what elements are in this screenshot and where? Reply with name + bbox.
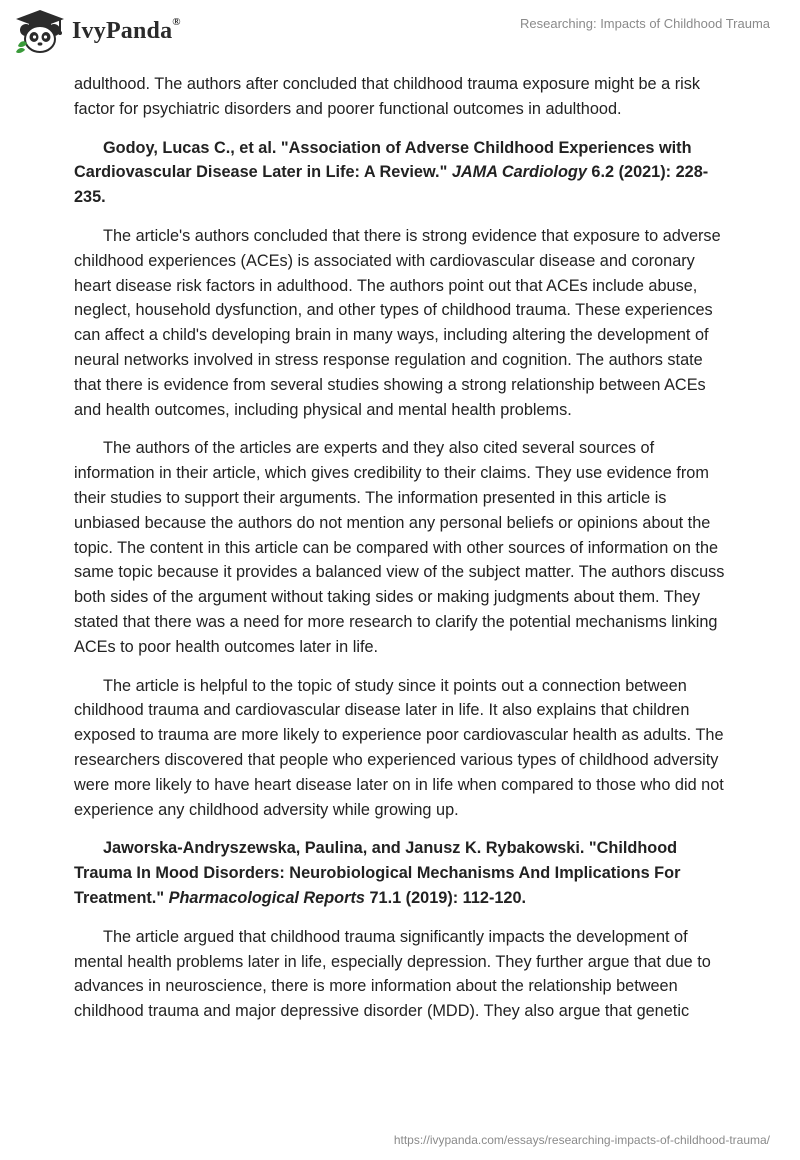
reference-journal: JAMA Cardiology: [451, 163, 587, 182]
paragraph-1: The article's authors concluded that there is strong evidence that exposure to adverse childhood experiences (ACEs) is associated with cardiovascular disease and coronary heart disease risk factors in adulthood. The authors point out that ACEs include abuse, neglect, household dysfunction, and other types of childhood trauma. These experiences can affect a child's developing brain in many ways, including altering the development of neural networks involved in stress response regulation and cognition. The authors state that there is evidence from several studies showing a strong relationship between ACEs and health outcomes, including physical and mental health problems.: [74, 226, 721, 419]
ivypanda-logo[interactable]: [14, 8, 181, 54]
essay-body: [74, 72, 726, 1038]
paragraph-3: The article is helpful to the topic of study since it points out a connection between childhood trauma and cardiovascular disease later in life. It also explains that children exposed to trauma are more likely to experience poor cardiovascular health as adults. The researchers discovered that people who experienced various types of childhood adversity were more likely to have heart disease later on in life when compared to those who did not experience any childhood adversity while growing up.: [74, 676, 724, 819]
footer-url[interactable]: https://ivypanda.com/essays/researching-impacts-of-childhood-trauma/: [393, 1133, 770, 1147]
logo-wordmark: IvyPanda®: [72, 15, 181, 44]
paragraph-4: The article argued that childhood trauma significantly impacts the development of mental health problems later in life, especially depression. They further argue that due to advances in neuroscience, there is more information about the relationship between childhood trauma and major depressive disorder (MDD). They also argue that genetic: [74, 927, 711, 1021]
page-header: [0, 0, 800, 70]
reference-jaworska: Jaworska-Andryszewska, Paulina, and Janusz K. Rybakowski. "Childhood Trauma In Mood Disorders: Neurobiological Mechanisms And Implications For Treatment." Pharmacological Reports 71.1 (2019): 112-120.: [74, 839, 681, 907]
reference-godoy: Godoy, Lucas C., et al. "Association of Adverse Childhood Experiences with Cardiovascular Disease Later in Life: A Review." JAMA Cardiology 6.2 (2021): 228-235.: [74, 138, 709, 207]
paragraph-intro: adulthood. The authors after concluded that childhood trauma exposure might be a risk factor for psychiatric disorders and poorer functional outcomes in adulthood.: [74, 75, 701, 118]
document-title: Researching: Impacts of Childhood Trauma: [519, 16, 770, 31]
panda-graduate-icon: [14, 8, 66, 54]
paragraph-2: The authors of the articles are experts and they also cited several sources of information in their article, which gives credibility to their claims. They use evidence from their studies to support their arguments. The information presented in this article is unbiased because the authors do not mention any personal beliefs or opinions about the topic. The content in this article can be compared with other sources of information on the same topic because it provides a balanced view of the subject matter. The authors discuss both sides of the argument without taking sides or making judgments about them. They stated that there was a need for more research to clarify the potential mechanisms linking ACEs to poor health outcomes later in life.: [74, 439, 725, 656]
reference-journal: Pharmacological Reports: [168, 888, 365, 907]
